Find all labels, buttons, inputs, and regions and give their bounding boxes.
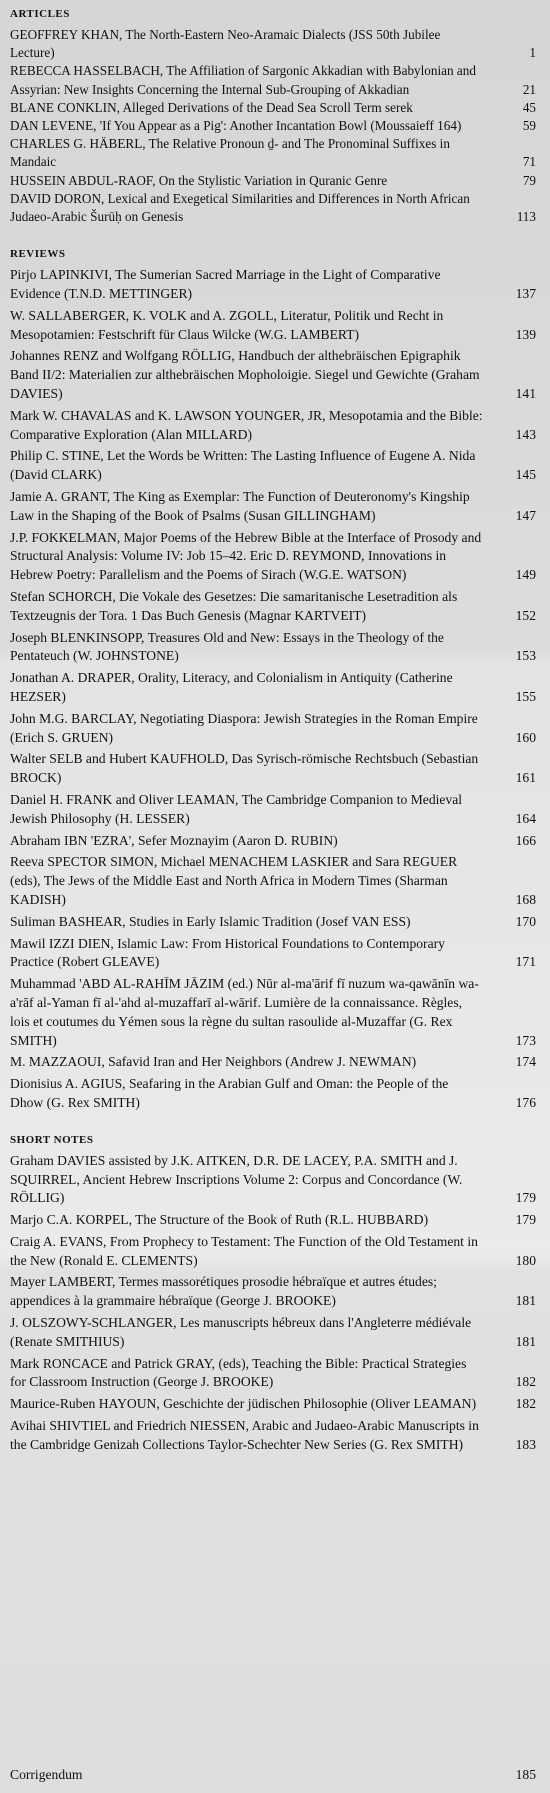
entry-title: HUSSEIN ABDUL-RAOF, On the Stylistic Variation in Quranic Genre [10, 172, 388, 188]
toc-entry[interactable] [10, 1152, 536, 1208]
entry-page-number: 139 [515, 326, 536, 342]
entry-page-number: 152 [515, 607, 536, 623]
entry-page-number: 45 [522, 99, 536, 115]
entry-page-number: 180 [515, 1252, 536, 1268]
toc-entry[interactable] [10, 1053, 536, 1072]
entry-page-number: 181 [515, 1333, 536, 1349]
entry-page-number: 179 [515, 1212, 536, 1228]
entry-page-number: 1 [529, 45, 536, 61]
corrigendum-entry[interactable] [10, 1766, 536, 1785]
short-notes-list [10, 1152, 536, 1455]
toc-entry[interactable] [10, 853, 536, 909]
toc-entry[interactable] [10, 791, 536, 829]
entry-page-number: 137 [515, 286, 536, 302]
entry-title: Jonathan A. DRAPER, Orality, Literacy, and Colonialism in Antiquity (Catherine HEZSER) [10, 670, 453, 704]
toc-entry[interactable] [10, 447, 536, 485]
entry-title: Stefan SCHORCH, Die Vokale des Gesetzes: Die samaritanische Lesetradition als Textzeugnis der Tora. 1 Das Buch Genesis (Magnar KARTVEIT) [10, 588, 458, 623]
entry-title: CHARLES G. HÄBERL, The Relative Pronoun ḏ- and The Pronominal Suffixes in Mandaic [10, 136, 450, 170]
toc-entry[interactable] [10, 1417, 536, 1455]
entry-title: Philip C. STINE, Let the Words be Written: The Lasting Influence of Eugene A. Nida (David CLARK) [10, 448, 476, 483]
entry-title: Jamie A. GRANT, The King as Exemplar: The Function of Deuteronomy's Kingship Law in the Shaping of the Book of Psalms (Susan GILLINGHAM) [10, 489, 470, 523]
toc-entry[interactable] [10, 62, 536, 98]
entry-title: Graham DAVIES assisted by J.K. AITKEN, D.R. DE LACEY, P.A. SMITH and J. SQUIRREL, Ancient Hebrew Inscriptions Volume 2: Corpus and Concordance (W. RÖLLIG) [10, 1152, 463, 1206]
entry-title: Abraham IBN 'EZRA', Sefer Moznayim (Aaron D. RUBIN) [10, 832, 338, 848]
toc-entry[interactable] [10, 1314, 536, 1352]
entry-page-number: 141 [515, 386, 536, 402]
entry-title: GEOFFREY KHAN, The North-Eastern Neo-Aramaic Dialects (JSS 50th Jubilee Lecture) [10, 27, 441, 61]
entry-page-number: 182 [515, 1396, 536, 1412]
toc-entry[interactable] [10, 117, 536, 135]
toc-entry[interactable] [10, 1233, 536, 1271]
entry-page-number: 170 [515, 913, 536, 929]
entry-page-number: 164 [515, 810, 536, 826]
entry-page-number: 21 [522, 81, 536, 97]
entry-page-number: 149 [515, 567, 536, 583]
short-notes-heading: SHORT NOTES [10, 1133, 94, 1146]
toc-entry[interactable] [10, 488, 536, 526]
entry-title: Joseph BLENKINSOPP, Treasures Old and New: Essays in the Theology of the Pentateuch (W. JOHNSTONE) [10, 629, 444, 664]
toc-entry[interactable] [10, 135, 536, 171]
entry-page-number: 160 [515, 729, 536, 745]
entry-title: Walter SELB and Hubert KAUFHOLD, Das Syrisch-römische Rechtsbuch (Sebastian BROCK) [10, 751, 479, 786]
toc-entry[interactable] [10, 1075, 536, 1113]
entry-title: John M.G. BARCLAY, Negotiating Diaspora: Jewish Strategies in the Roman Empire (Erich S. GRUEN) [10, 710, 478, 745]
entry-title: Mark W. CHAVALAS and K. LAWSON YOUNGER, JR, Mesopotamia and the Bible: Comparative Exploration (Alan MILLARD) [10, 407, 483, 442]
toc-entry[interactable] [10, 529, 536, 585]
entry-page-number: 147 [515, 507, 536, 523]
toc-entry[interactable] [10, 588, 536, 626]
entry-title: DAVID DORON, Lexical and Exegetical Similarities and Differences in North African Judaeo-Arabic Šurūḥ on Genesis [10, 190, 470, 225]
entry-title: Avihai SHIVTIEL and Friedrich NIESSEN, Arabic and Judaeo-Arabic Manuscripts in the Cambridge Genizah Collections Taylor-Schechter New Series (G. Rex SMITH) [10, 1418, 479, 1452]
entry-title: J. OLSZOWY-SCHLANGER, Les manuscripts hébreux dans l'Angleterre médiévale (Renate SMITHIUS) [10, 1315, 472, 1349]
reviews-heading: REVIEWS [10, 248, 66, 261]
entry-title: Suliman BASHEAR, Studies in Early Islamic Tradition (Josef VAN ESS) [10, 913, 411, 929]
corrigendum-page: 185 [515, 1767, 536, 1783]
articles-section [10, 0, 536, 226]
entry-title: BLANE CONKLIN, Alleged Derivations of the Dead Sea Scroll Term serek [10, 99, 413, 115]
entry-title: Reeva SPECTOR SIMON, Michael MENACHEM LASKIER and Sara REGUER (eds), The Jews of the Middle East and North Africa in Modern Times (Sharman KADISH) [10, 854, 458, 907]
entry-page-number: 183 [515, 1436, 536, 1452]
toc-entry[interactable] [10, 832, 536, 851]
entry-page-number: 71 [522, 154, 536, 170]
articles-heading: ARTICLES [10, 8, 70, 20]
short-notes-section [10, 1126, 536, 1455]
toc-entry[interactable] [10, 1211, 536, 1230]
entry-title: Pirjo LAPINKIVI, The Sumerian Sacred Marriage in the Light of Comparative Evidence (T.N.D. METTINGER) [10, 267, 441, 302]
entry-title: W. SALLABERGER, K. VOLK and A. ZGOLL, Literatur, Politik und Recht in Mesopotamien: Festschrift für Claus Wilcke (W.G. LAMBERT) [10, 307, 444, 342]
toc-entry[interactable] [10, 913, 536, 932]
entry-page-number: 161 [515, 770, 536, 786]
entry-page-number: 179 [515, 1190, 536, 1206]
corrigendum-label: Corrigendum [10, 1767, 83, 1783]
entry-title: M. MAZZAOUI, Safavid Iran and Her Neighbors (Andrew J. NEWMAN) [10, 1054, 417, 1070]
entry-title: J.P. FOKKELMAN, Major Poems of the Hebrew Bible at the Interface of Prosody and Structural Analysis: Volume IV: Job 15–42. Eric D. REYMOND, Innovations in Hebrew Poetry: Parallelism and the Poems of Sirach (W.G.E. WATSON) [10, 529, 482, 583]
entry-title: Johannes RENZ and Wolfgang RÖLLIG, Handbuch der althebräischen Epigraphik Band II/2: Materialien zur althebräischen Mopholoigie. Siegel und Gewichte (Graham DAVIES) [10, 348, 480, 402]
toc-entry[interactable] [10, 669, 536, 707]
entry-title: Mark RONCACE and Patrick GRAY, (eds), Teaching the Bible: Practical Strategies for Classroom Instruction (George J. BROOKE) [10, 1355, 467, 1390]
toc-entry[interactable] [10, 750, 536, 788]
toc-entry[interactable] [10, 1395, 536, 1414]
entry-title: Mayer LAMBERT, Termes massorétiques prosodie hébraïque et autres études; appendices à la grammaire hébraïque (George J. BROOKE) [10, 1274, 437, 1309]
entry-page-number: 174 [515, 1054, 536, 1070]
entry-title: DAN LEVENE, 'If You Appear as a Pig': Another Incantation Bowl (Moussaieff 164) [10, 118, 462, 134]
entry-title: REBECCA HASSELBACH, The Affiliation of Sargonic Akkadian with Babylonian and Assyrian: New Insights Concerning the Internal Sub-Grouping of Akkadian [10, 63, 476, 97]
toc-entry[interactable] [10, 629, 536, 667]
reviews-list [10, 266, 536, 1112]
toc-entry[interactable] [10, 710, 536, 748]
toc-entry[interactable] [10, 935, 536, 973]
toc-entry[interactable] [10, 99, 536, 117]
entry-page-number: 113 [516, 209, 536, 225]
toc-entry[interactable] [10, 266, 536, 304]
entry-page-number: 168 [515, 891, 536, 907]
toc-entry[interactable] [10, 307, 536, 345]
entry-page-number: 171 [515, 954, 536, 970]
entry-page-number: 176 [515, 1094, 536, 1110]
entry-page-number: 153 [515, 648, 536, 664]
entry-title: Muhammad 'ABD AL-RAHĪM JĀZIM (ed.) Nūr al-ma'ārif fī nuzum wa-qawānīn wa-a'rāf al-Yaman fī al-'ahd al-muzaffarī al-wārif. Lumière de la connaissance. Règles, lois et coutumes du Yémen sous la règne du sultan rasoulide al-Muzaffar (G. Rex SMITH) [10, 976, 479, 1048]
articles-list [10, 26, 536, 226]
toc-entry[interactable] [10, 1355, 536, 1393]
entry-title: Craig A. EVANS, From Prophecy to Testament: The Function of the Old Testament in the New (Ronald E. CLEMENTS) [10, 1233, 478, 1268]
toc-entry[interactable] [10, 190, 536, 226]
entry-page-number: 59 [522, 118, 536, 134]
reviews-section [10, 240, 536, 1112]
toc-entry[interactable] [10, 1273, 536, 1311]
entry-title: Mawil IZZI DIEN, Islamic Law: From Historical Foundations to Contemporary Practice (Robert GLEAVE) [10, 935, 445, 970]
entry-title: Daniel H. FRANK and Oliver LEAMAN, The Cambridge Companion to Medieval Jewish Philosophy (H. LESSER) [10, 791, 463, 826]
entry-title: Marjo C.A. KORPEL, The Structure of the Book of Ruth (R.L. HUBBARD) [10, 1212, 429, 1228]
entry-page-number: 155 [515, 688, 536, 704]
toc-entry[interactable] [10, 26, 536, 62]
toc-entry[interactable] [10, 975, 536, 1050]
entry-page-number: 181 [515, 1293, 536, 1309]
entry-title: Dionisius A. AGIUS, Seafaring in the Arabian Gulf and Oman: the People of the Dhow (G. Rex SMITH) [10, 1076, 449, 1110]
entry-page-number: 166 [515, 832, 536, 848]
entry-page-number: 182 [515, 1374, 536, 1390]
toc-entry[interactable] [10, 347, 536, 403]
entry-page-number: 173 [515, 1032, 536, 1048]
toc-entry[interactable] [10, 172, 536, 190]
entry-title: Maurice-Ruben HAYOUN, Geschichte der jüdischen Philosophie (Oliver LEAMAN) [10, 1396, 477, 1412]
toc-entry[interactable] [10, 407, 536, 445]
entry-page-number: 143 [515, 426, 536, 442]
entry-page-number: 79 [522, 172, 536, 188]
entry-page-number: 145 [515, 467, 536, 483]
